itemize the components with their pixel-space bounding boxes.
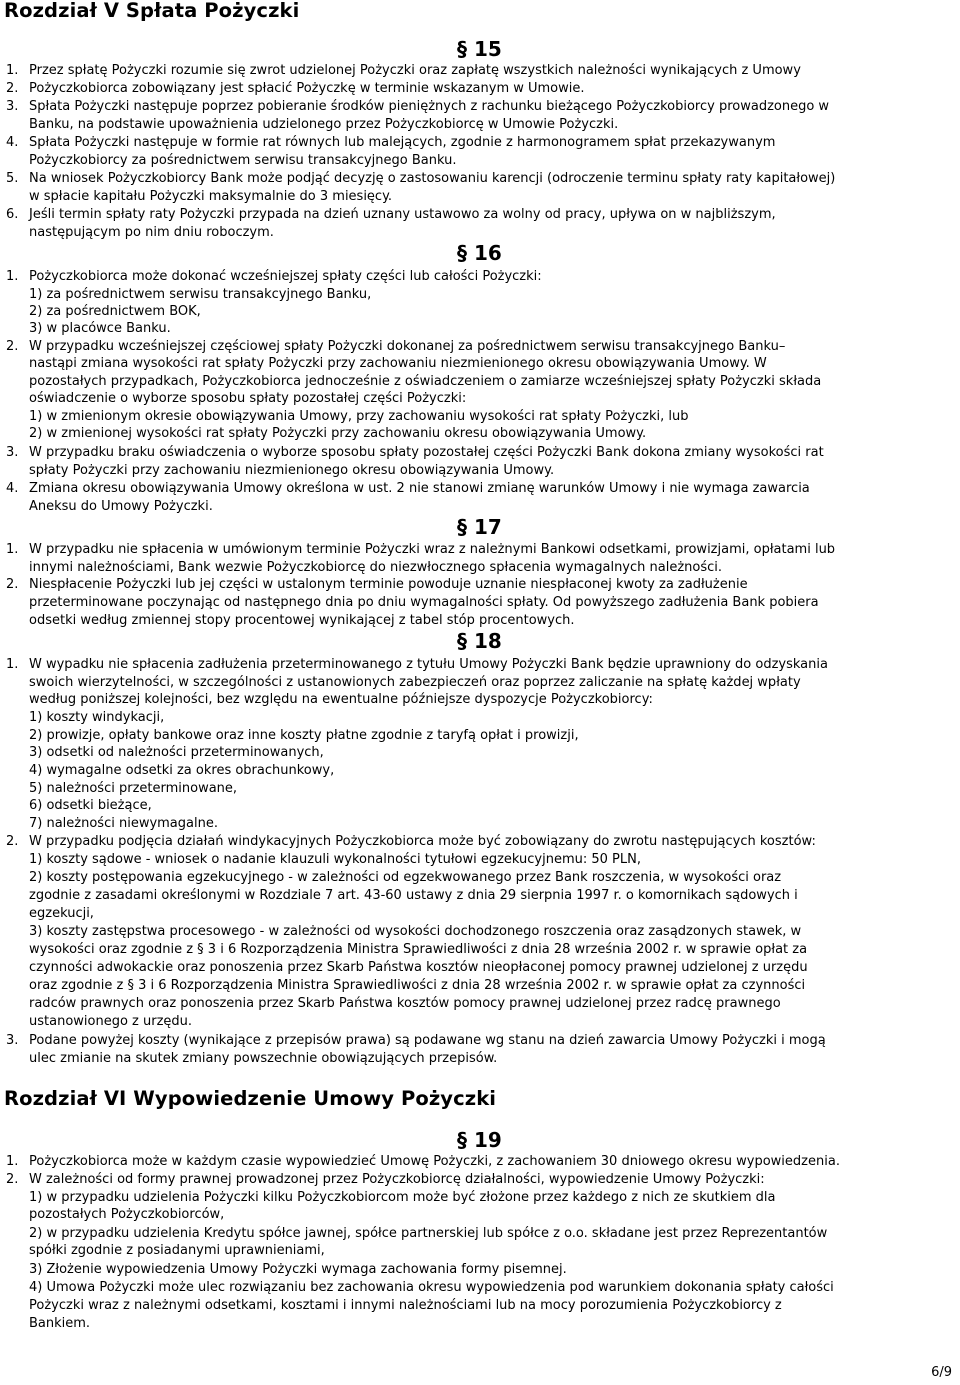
item-number: 6. bbox=[6, 207, 19, 222]
item-text: W wypadku nie spłacenia zadłużenia przeterminowanego z tytułu Umowy Pożyczki Bank będzie uprawniony do odzyskania bbox=[29, 657, 828, 672]
item-text: Na wniosek Pożyczkobiorcy Bank może podjąć decyzję o zastosowaniu karencji (odroczenie terminu spłaty raty kapitałowej) bbox=[29, 171, 836, 186]
item-text: Pożyczki wraz z należnymi odsetkami, kosztami i innymi należnościami lub na mocy porozumienia Pożyczkobiorcy z bbox=[29, 1298, 782, 1313]
item-text: Przez spłatę Pożyczki rozumie się zwrot udzielonej Pożyczki oraz zapłatę wszystkich należności wynikających z Umowy bbox=[29, 63, 801, 78]
item-number: 4. bbox=[6, 135, 19, 150]
chapter-vi-title: Rozdział VI Wypowiedzenie Umowy Pożyczki bbox=[4, 1087, 497, 1110]
item-number: 4. bbox=[6, 481, 19, 496]
item-text: 1) w przypadku udzielenia Pożyczki kilku Pożyczkobiorcom może być złożone przez każdego z nich ze skutkiem dla bbox=[29, 1190, 776, 1205]
page-number: 6/9 bbox=[931, 1365, 952, 1380]
item-text: 3) koszty zastępstwa procesowego - w zależności od wysokości dochodzonego roszczenia oraz zasądzonych stawek, w bbox=[29, 924, 802, 939]
item-text: 5) należności przeterminowane, bbox=[29, 781, 238, 796]
item-text: 2) w przypadku udzielenia Kredytu spółce jawnej, spółce partnerskiej lub spółce z o.o. składane jest przez Reprezentantów bbox=[29, 1226, 828, 1241]
item-text: 2) koszty postępowania egzekucyjnego - w zależności od egzekwowanego przez Bank roszczenia, w wysokości oraz bbox=[29, 870, 782, 885]
item-text: innymi należnościami, Bank wezwie Pożyczkobiorcę do niezwłocznego spłacenia wymagalnych należności. bbox=[29, 560, 723, 575]
item-number: 1. bbox=[6, 269, 19, 284]
item-text: radców prawnych oraz ponoszenia przez Skarb Państwa kosztów pomocy prawnej udzielonej przez radcę prawnego bbox=[29, 996, 781, 1011]
item-text: 2) w zmienionej wysokości rat spłaty Pożyczki przy zachowaniu okresu obowiązywania Umowy. bbox=[29, 426, 647, 441]
item-number: 3. bbox=[6, 99, 19, 114]
item-text: oraz zgodnie z § 3 i 6 Rozporządzenia Ministra Sprawiedliwości z dnia 28 września 2002 r. w sprawie opłat za czynności bbox=[29, 978, 806, 993]
item-number: 2. bbox=[6, 81, 19, 96]
chapter-v-title: Rozdział V Spłata Pożyczki bbox=[4, 0, 300, 22]
item-number: 3. bbox=[6, 445, 19, 460]
item-text: Niespłacenie Pożyczki lub jej części w ustalonym terminie powoduje uznanie niespłaconej kwoty za zadłużenie bbox=[29, 577, 748, 592]
item-text: wysokości oraz zgodnie z § 3 i 6 Rozporządzenia Ministra Sprawiedliwości z dnia 28 września 2002 r. w sprawie opłat za bbox=[29, 942, 808, 957]
item-text: W przypadku podjęcia działań windykacyjnych Pożyczkobiorca może być zobowiązany do zwrotu następujących kosztów: bbox=[29, 834, 816, 849]
section-16-heading: § 16 bbox=[457, 241, 502, 265]
item-number: 3. bbox=[6, 1033, 19, 1048]
item-text: W zależności od formy prawnej prowadzonej przez Pożyczkobiorcę działalności, wypowiedzenie Umowy Pożyczki: bbox=[29, 1172, 765, 1187]
item-text: Pożyczkobiorcy za pośrednictwem serwisu transakcyjnego Banku. bbox=[29, 153, 457, 168]
item-text: 1) za pośrednictwem serwisu transakcyjnego Banku, bbox=[29, 287, 372, 302]
item-text: oświadczenie o wyborze sposobu spłaty pozostałej części Pożyczki: bbox=[29, 391, 467, 406]
item-text: W przypadku wcześniejszej częściowej spłaty Pożyczki dokonanej za pośrednictwem serwisu transakcyjnego Banku– bbox=[29, 339, 786, 354]
item-text: ustanowionego z urzędu. bbox=[29, 1014, 193, 1029]
item-number: 1. bbox=[6, 1154, 19, 1169]
item-text: spłaty Pożyczki przy zachowaniu niezmienionego okresu obowiązywania Umowy. bbox=[29, 463, 555, 478]
item-text: W przypadku braku oświadczenia o wyborze sposobu spłaty pozostałej części Pożyczki Bank dokona zmiany wysokości rat bbox=[29, 445, 824, 460]
item-text: Spłata Pożyczki następuje poprzez pobieranie środków pieniężnych z rachunku bieżącego Pożyczkobiorcy prowadzonego w bbox=[29, 99, 830, 114]
item-text: Bankiem. bbox=[29, 1316, 91, 1331]
item-text: Zmiana okresu obowiązywania Umowy określona w ust. 2 nie stanowi zmianę warunków Umowy i nie wymaga zawarcia bbox=[29, 481, 810, 496]
item-number: 1. bbox=[6, 657, 19, 672]
item-text: spółki zgodnie z posiadanymi uprawnieniami, bbox=[29, 1243, 325, 1258]
item-text: czynności adwokackie oraz ponoszenia przez Skarb Państwa kosztów nieopłaconej pomocy prawnej udzielonej z urzędu bbox=[29, 960, 808, 975]
item-text: 6) odsetki bieżące, bbox=[29, 798, 152, 813]
section-19-heading: § 19 bbox=[457, 1128, 502, 1152]
item-text: w spłacie kapitału Pożyczki maksymalnie do 3 miesięcy. bbox=[29, 189, 393, 204]
item-text: Pożyczkobiorca może dokonać wcześniejszej spłaty części lub całości Pożyczki: bbox=[29, 269, 542, 284]
item-text: według poniższej kolejności, bez względu na ewentualne późniejsze dyspozycje Pożyczkobiorcy: bbox=[29, 692, 653, 707]
item-number: 2. bbox=[6, 577, 19, 592]
item-text: pozostałych przypadkach, Pożyczkobiorca jednocześnie z oświadczeniem o zamiarze wcześniejszej spłaty Pożyczki składa bbox=[29, 374, 822, 389]
item-text: zgodnie z zasadami określonymi w Rozdziale 7 art. 43-60 ustawy z dnia 29 sierpnia 1997 r. o komornikach sądowych i bbox=[29, 888, 798, 903]
item-text: Banku, na podstawie upoważnienia udzielonego przez Pożyczkobiorcę w Umowie Pożyczki. bbox=[29, 117, 619, 132]
item-number: 2. bbox=[6, 1172, 19, 1187]
section-18-heading: § 18 bbox=[457, 629, 502, 653]
item-text: Spłata Pożyczki następuje w formie rat równych lub malejących, zgodnie z harmonogramem spłat przekazywanym bbox=[29, 135, 776, 150]
item-number: 1. bbox=[6, 542, 19, 557]
item-text: 4) Umowa Pożyczki może ulec rozwiązaniu bez zachowania okresu wypowiedzenia pod warunkiem dokonania spłaty całości bbox=[29, 1280, 834, 1295]
item-text: 1) w zmienionym okresie obowiązywania Umowy, przy zachowaniu wysokości rat spłaty Pożyczki, lub bbox=[29, 409, 689, 424]
item-text: 3) odsetki od należności przeterminowanych, bbox=[29, 745, 324, 760]
item-text: 3) w placówce Banku. bbox=[29, 321, 171, 336]
item-text: 4) wymagalne odsetki za okres obrachunkowy, bbox=[29, 763, 335, 778]
item-text: ulec zmianie na skutek zmiany powszechnie obowiązujących przepisów. bbox=[29, 1051, 498, 1066]
section-17-heading: § 17 bbox=[457, 515, 502, 539]
item-text: W przypadku nie spłacenia w umówionym terminie Pożyczki wraz z należnymi Bankowi odsetkami, prowizjami, opłatami lub bbox=[29, 542, 836, 557]
item-text: egzekucji, bbox=[29, 906, 94, 921]
item-text: Pożyczkobiorca może w każdym czasie wypowiedzieć Umowę Pożyczki, z zachowaniem 30 dniowego okresu wypowiedzenia. bbox=[29, 1154, 840, 1169]
item-text: odsetki według zmiennej stopy procentowej wynikającej z tabel stóp procentowych. bbox=[29, 613, 575, 628]
item-text: Aneksu do Umowy Pożyczki. bbox=[29, 499, 213, 514]
item-text: 2) prowizje, opłaty bankowe oraz inne koszty płatne zgodnie z taryfą opłat i prowizji, bbox=[29, 728, 579, 743]
item-text: swoich wierzytelności, w szczególności z ustanowionych zabezpieczeń oraz poprzez zaliczanie na spłatę każdej wpłaty bbox=[29, 675, 801, 690]
item-text: 3) Złożenie wypowiedzenia Umowy Pożyczki wymaga zachowania formy pisemnej. bbox=[29, 1262, 567, 1277]
item-text: 1) koszty sądowe - wniosek o nadanie klauzuli wykonalności tytułowi egzekucyjnemu: 50 PLN, bbox=[29, 852, 641, 867]
item-number: 2. bbox=[6, 339, 19, 354]
item-text: 2) za pośrednictwem BOK, bbox=[29, 304, 201, 319]
item-text: 1) koszty windykacji, bbox=[29, 710, 165, 725]
item-number: 5. bbox=[6, 171, 19, 186]
item-text: przeterminowane poczynając od następnego dnia po dniu wymagalności spłaty. Od powyższego zadłużenia Bank pobiera bbox=[29, 595, 819, 610]
item-text: Podane powyżej koszty (wynikające z przepisów prawa) są podawane wg stanu na dzień zawarcia Umowy Pożyczki i mogą bbox=[29, 1033, 826, 1048]
item-text: 7) należności niewymagalne. bbox=[29, 816, 218, 831]
item-text: Pożyczkobiorca zobowiązany jest spłacić Pożyczkę w terminie wskazanym w Umowie. bbox=[29, 81, 585, 96]
item-text: nastąpi zmiana wysokości rat spłaty Pożyczki przy zachowaniu niezmienionego okresu obowiązywania Umowy. W bbox=[29, 356, 767, 371]
section-15-heading: § 15 bbox=[457, 37, 502, 61]
item-text: pozostałych Pożyczkobiorców, bbox=[29, 1207, 225, 1222]
item-text: następującym po nim dniu roboczym. bbox=[29, 225, 274, 240]
item-number: 2. bbox=[6, 834, 19, 849]
item-text: Jeśli termin spłaty raty Pożyczki przypada na dzień uznany ustawowo za wolny od pracy, upływa on w najbliższym, bbox=[29, 207, 776, 222]
item-number: 1. bbox=[6, 63, 19, 78]
